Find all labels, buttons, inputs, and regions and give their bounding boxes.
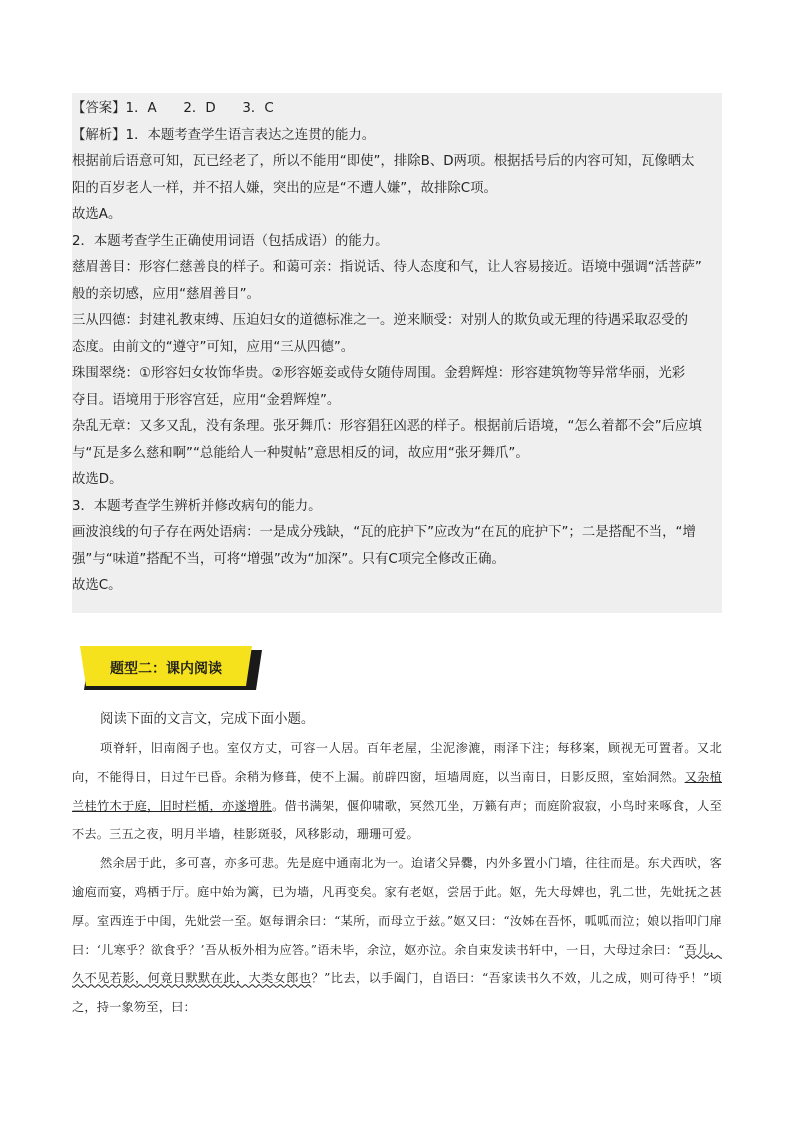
answer-line: 夺目。语境用于形容宫廷，应用“金碧辉煌”。 [72,392,341,408]
text-run: ？”比去，以手阖门，自语曰：“吾家读书久不效，儿之成，则可待乎！”顷之，持一象笏至，曰： [72,971,722,1015]
answer-line: 画波浪线的句子存在两处语病：一是成分残缺，“瓦的庇护下”应改为“在瓦的庇护下”；二是搭配不当，“增 [72,525,696,540]
wavy-underlined-sentence: 吾儿，久不见若影，何竟日默默在此，大类女郎也 [72,942,722,986]
classical-paragraph-1 [72,734,722,849]
answer-line: 三从四德：封建礼教束缚、压迫妇女的道德标准之一。逆来顺受：对别人的欺负或无理的待遇采取忍受的 [72,313,688,328]
answer-line: 般的亲切感，应用“慈眉善目”。 [72,286,260,302]
classical-paragraph-2 [72,849,722,1022]
answer-line: 阳的百岁老人一样，并不招人嫌，突出的应是“不遭人嫌”，故排除C项。 [72,180,497,196]
answer-line: 故选C。 [72,578,122,593]
answer-line: 慈眉善目：形容仁慈善良的样子。和蔼可亲：指说话、待人态度和气，让人容易接近。语境中强调“活菩萨” [72,260,702,275]
answer-explanation-box [72,93,722,613]
reading-section [72,708,722,1022]
answer-line: 2．本题考查学生正确使用词语（包括成语）的能力。 [72,233,389,249]
answer-line: 根据前后语意可知，瓦已经老了，所以不能用“即使”，排除B、D两项。根据括号后的内容可知，瓦像晒太 [72,154,695,169]
answer-line: 强”与“味道”搭配不当，可将“增强”改为“加深”。只有C项完全修改正确。 [72,551,505,567]
answer-line: 3．本题考查学生辨析并修改病句的能力。 [72,498,322,514]
answer-line: 与“瓦是多么慈和啊”“总能给人一种熨帖”意思相反的词，故应用“张牙舞爪”。 [72,445,529,461]
answer-line: 珠围翠绕：①形容妇女妆饰华贵。②形容姬妾或侍女随侍周围。金碧辉煌：形容建筑物等异常华丽，光彩 [72,366,686,381]
answer-line: 【解析】1．本题考查学生语言表达之连贯的能力。 [72,127,376,143]
text-run: 项脊轩，旧南阁子也。室仅方丈，可容一人居。百年老屋，尘泥渗漉，雨泽下注；每移案，顾视无可置者。又北向，不能得日，日过午已昏。余稍为修葺，使不上漏。前辟四窗，垣墙周庭，以当南日，日影反照，室始洞然。 [72,741,722,784]
reading-instruction: 阅读下面的文言文，完成下面小题。 [100,712,315,727]
answer-line: 杂乱无章：又多又乱，没有条理。张牙舞爪：形容猖狂凶恶的样子。根据前后语境，“怎么着都不会”后应填 [72,419,702,434]
answer-line: 故选D。 [72,472,123,487]
text-run: 。借书满架，偃仰啸歌，冥然兀坐，万籁有声；而庭阶寂寂，小鸟时来啄食，人至不去。三五之夜，明月半墙，桂影斑驳，风移影动，珊珊可爱。 [72,798,723,842]
answer-line: 【答案】1．A 2．D 3．C [72,101,274,116]
answer-lines [72,96,722,600]
answer-line: 故选A。 [72,207,122,222]
answer-line: 态度。由前文的“遵守”可知，应用“三从四德”。 [72,339,355,355]
underlined-sentence: 又杂植兰桂竹木于庭，旧时栏楯，亦遂增胜 [72,769,722,813]
text-run: 然余居于此，多可喜，亦多可悲。先是庭中通南北为一。迨诸父异爨，内外多置小门墙，往往而是。东犬西吠，客逾庖而宴，鸡栖于厅。庭中始为篱，已为墙，凡再变矣。家有老妪，尝居于此。妪，先大母婢也，乳二世，先妣抚之甚厚。室西连于中闺，先妣尝一至。妪每谓余曰：“某所，而母立于兹。”妪又曰：“汝姊在吾怀，呱呱而泣；娘以指叩门扉曰：‘儿寒乎？欲食乎？’吾从板外相为应答。”语未毕，余泣，妪亦泣。余自束发读书轩中，一日，大母过余曰：“ [72,856,722,957]
section-tag [80,646,262,690]
section-tag-label: 题型二：课内阅读 [110,661,222,677]
